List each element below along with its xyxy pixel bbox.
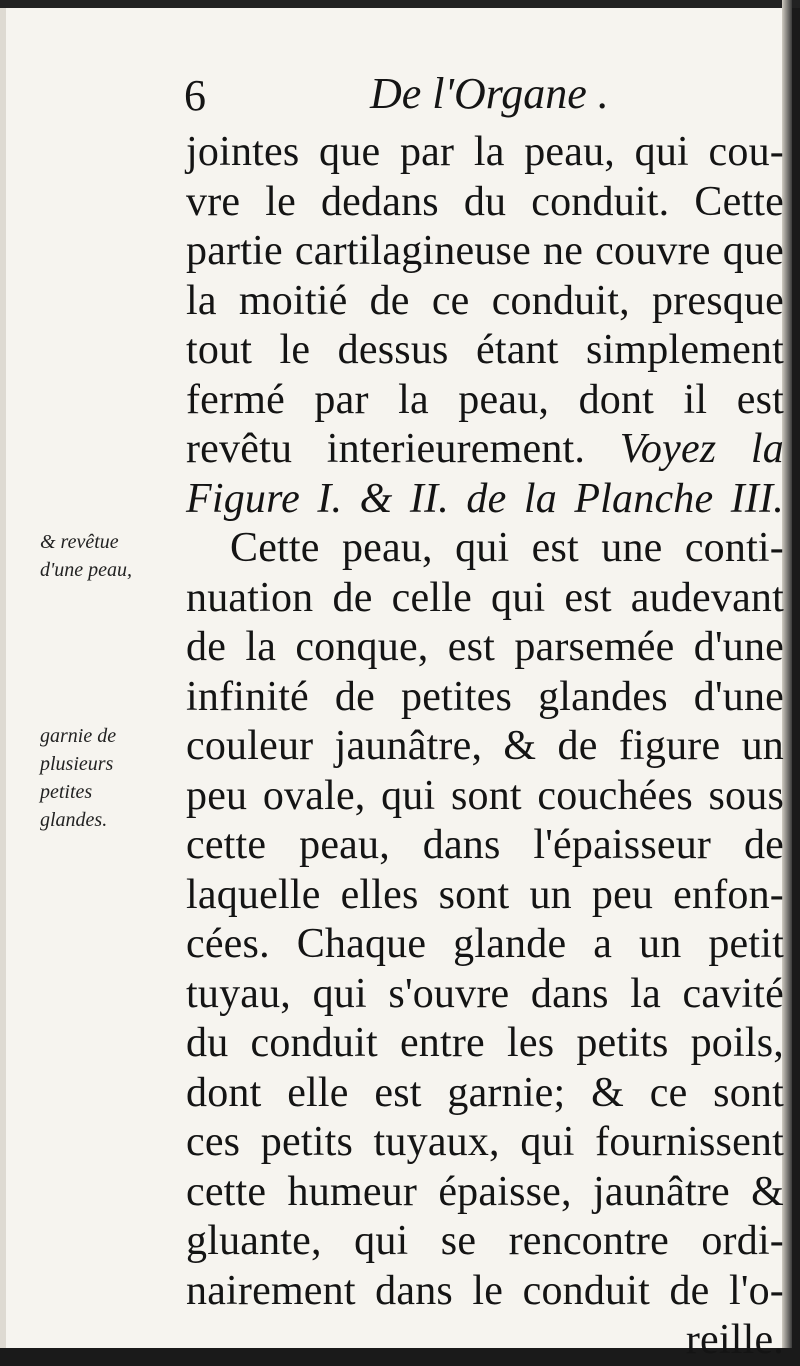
margin-note [40,722,190,834]
page-number: 6 [184,71,206,120]
page-top-edge [0,0,800,8]
text-line: vre le dedans du conduit. Cette [186,178,784,225]
text-line: tuyau, qui s'ouvre dans la cavité [186,970,784,1017]
margin-note-line: petites [40,781,93,803]
text-line [186,425,784,475]
text-line: gluante, qui se rencontre ordi- [186,1218,784,1264]
margin-note-line: plusieurs [40,753,114,775]
text-line: cées. Chaque glande a un petit [186,921,784,967]
text-line: couleur jaunâtre, & de figure un [186,723,784,769]
text-line: fermé par la peau, dont il est [186,376,784,423]
text-line: du conduit entre les petits poils, [186,1020,784,1066]
figure-reference-line: Figure I. & II. de la Planche III. [186,475,784,522]
margin-note-line: & revêtue [40,531,119,553]
text-line: la moitié de ce conduit, presque [186,277,784,324]
margin-note [40,528,190,584]
text-line: peu ovale, qui sont couchées sous [186,772,784,819]
text-line: partie cartilagineuse ne couvre que [186,228,784,274]
text-line: nuation de celle qui est audevant [186,574,784,621]
text-line: infinité de petites glandes d'une [186,673,784,720]
text-line: ces petits tuyaux, qui fournissent [186,1119,784,1165]
text-line: laquelle elles sont un peu enfon- [186,871,784,918]
figure-reference: Voyez la [619,426,784,472]
running-title: De l'Organe . [370,69,609,118]
text-line: reille. [685,1317,784,1363]
text-line: jointes que par la peau, qui cou- [186,129,784,175]
text-line: tout le dessus étant simplement [186,327,784,373]
text-line: de la conque, est parsemée d'une [186,624,784,670]
margin-note-line: d'une peau, [40,559,133,581]
text-segment: revêtu interieurement. [186,426,586,472]
body-text [186,128,784,1366]
margin-note-line: glandes. [40,809,108,831]
page-left-edge [0,0,6,1348]
paragraph-start-line: Cette peau, qui est une conti- [230,525,784,571]
text-line: cette peau, dans l'épaisseur de [186,822,784,868]
page-header [0,64,792,124]
text-line: dont elle est garnie; & ce sont [186,1069,784,1116]
margin-note-line: garnie de [40,725,117,747]
text-line: nairement dans le conduit de l'o- [186,1267,784,1314]
text-line: cette humeur épaisse, jaunâtre & [186,1168,784,1215]
